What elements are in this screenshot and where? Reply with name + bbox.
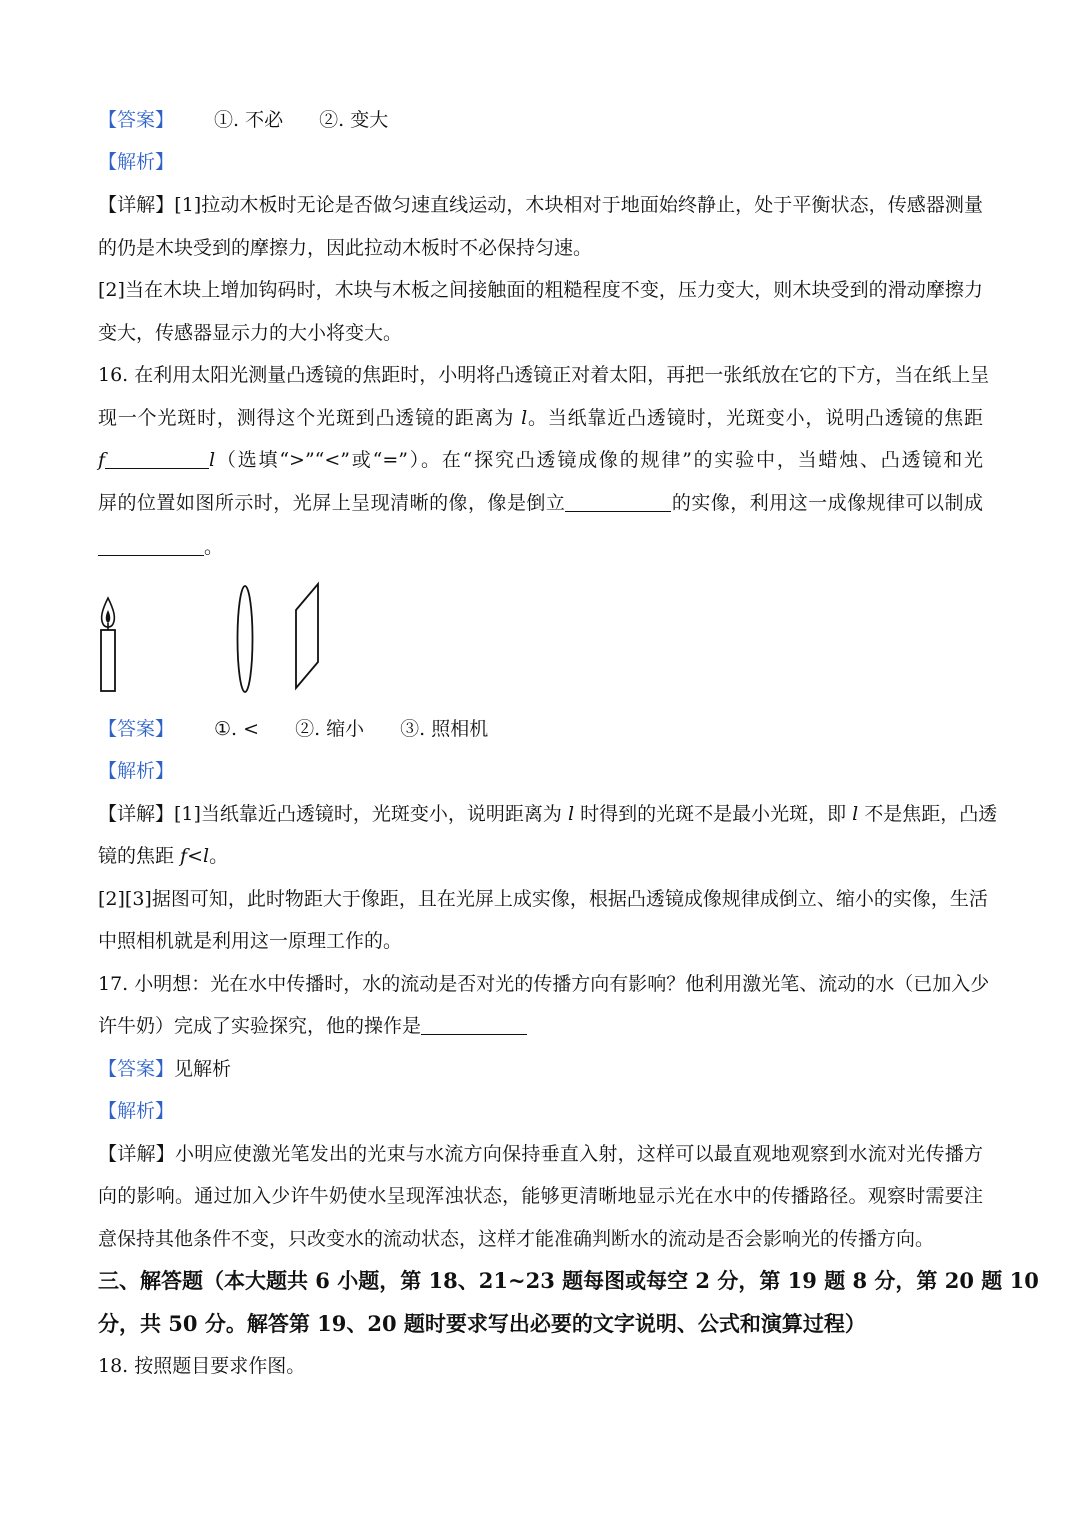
analysis-tag: 【解析】 <box>98 151 175 173</box>
answer-blank-2[interactable] <box>565 491 671 512</box>
section-3-heading-line-1: 三、解答题（本大题共 6 小题，第 18、21~23 题每图或每空 2 分，第 19 题 8 分，第 20 题 10 <box>98 1268 1039 1293</box>
optics-bench-figure <box>90 578 330 696</box>
convex-lens-icon <box>238 586 253 692</box>
answer-item-2: ②. 变大 <box>319 109 389 131</box>
q16-answer <box>98 716 983 742</box>
q17-line-2 <box>98 1013 983 1039</box>
q16-line-5 <box>98 534 983 560</box>
answer-tag: 【答案】 <box>98 109 175 131</box>
q17-line-2-text: 许牛奶）完成了实验探究，他的操作是 <box>98 1015 422 1037</box>
q16-detail-line-3: [2][3]据图可知，此时物距大于像距，且在光屏上成实像，根据凸透镜成像规律成倒立、缩小的实像，生活 <box>98 888 988 910</box>
detail-tag: 【详解】 <box>98 803 175 825</box>
answer-item-3: ③. 照相机 <box>400 718 489 740</box>
detail-text: 镜的焦距 <box>98 845 181 867</box>
detail-text-a: [1]当纸靠近凸透镜时，光斑变小，说明距离为 <box>174 803 568 825</box>
q16-line-4-text-b: 的实像，利用这一成像规律可以制成 <box>671 492 983 514</box>
q16-line-2 <box>98 405 983 431</box>
q16-line-1: 16. 在利用太阳光测量凸透镜的焦距时，小明将凸透镜正对着太阳，再把一张纸放在它的下方，当在纸上呈 <box>98 364 990 386</box>
q16-line-4 <box>98 490 983 516</box>
q16-analysis <box>98 758 983 784</box>
analysis-tag: 【解析】 <box>98 760 175 782</box>
detail-tag: 【详解】 <box>98 1143 175 1165</box>
answer-tag: 【答案】 <box>98 718 175 740</box>
q16-detail-line-4: 中照相机就是利用这一原理工作的。 <box>98 930 403 952</box>
var-f: f <box>98 449 106 471</box>
q18-line-1: 18. 按照题目要求作图。 <box>98 1355 306 1377</box>
q17-detail-line-1 <box>98 1141 983 1167</box>
q16-line-4-text-a: 屏的位置如图所示时，光屏上呈现清晰的像，像是倒立 <box>98 492 566 514</box>
q15-detail-line-3: [2]当在木块上增加钩码时，木块与木板之间接触面的粗糙程度不变，压力变大，则木块受到的滑动摩擦力 <box>98 279 983 301</box>
detail-text: 小明应使激光笔发出的光束与水流方向保持垂直入射，这样可以最直观地观察到水流对光传播方 <box>174 1143 983 1165</box>
answer-item-2: ②. 缩小 <box>295 718 365 740</box>
formula: f<l <box>180 845 210 867</box>
answer-item-1: ①. < <box>214 718 260 740</box>
q17-analysis <box>98 1098 983 1124</box>
q15-detail-line-4: 变大，传感器显示力的大小将变大。 <box>98 322 403 344</box>
detail-text: [1]拉动木板时无论是否做匀速直线运动，木块相对于地面始终静止，处于平衡状态，传感器测量 <box>174 194 983 216</box>
q17-detail-line-3: 意保持其他条件不变，只改变水的流动状态，这样才能准确判断水的流动是否会影响光的传播方向。 <box>98 1228 935 1250</box>
q17-line-1: 17. 小明想：光在水中传播时，水的流动是否对光的传播方向有影响？他利用激光笔、流动的水（已加入少 <box>98 973 990 995</box>
answer-blank-3[interactable] <box>98 535 204 556</box>
answer-text: 见解析 <box>174 1058 232 1080</box>
candle-icon <box>101 598 115 691</box>
q16-line-3 <box>98 447 983 473</box>
q16-line-2-text: 现一个光斑时，测得这个光斑到凸透镜的距离为 <box>98 407 522 429</box>
q16-line-3-text: （选填“>”“<”或“=”）。在“探究凸透镜成像的规律”的实验中，当蜡烛、凸透镜和光 <box>215 449 983 471</box>
light-screen-icon <box>296 584 318 688</box>
var-l: l <box>567 803 575 825</box>
q16-detail-line-1 <box>98 801 998 827</box>
q15-analysis <box>98 149 983 175</box>
detail-tag: 【详解】 <box>98 194 175 216</box>
q17-detail-line-2: 向的影响。通过加入少许牛奶使水呈现浑浊状态，能够更清晰地显示光在水中的传播路径。观察时需要注 <box>98 1185 983 1207</box>
q15-detail-line-1 <box>98 192 983 218</box>
answer-tag: 【答案】 <box>98 1058 175 1080</box>
section-3-heading-line-2: 分，共 50 分。解答第 19、20 题时要求写出必要的文字说明、公式和演算过程） <box>98 1311 866 1336</box>
var-l: l <box>521 407 528 429</box>
answer-item-1: ①. 不必 <box>214 109 284 131</box>
answer-blank-1[interactable] <box>105 448 209 469</box>
q16-detail-line-2 <box>98 843 983 869</box>
var-l: l <box>852 803 859 825</box>
q16-line-2-text-b: 。当纸靠近凸透镜时，光斑变小，说明凸透镜的焦距 <box>527 407 983 429</box>
q16-line-5-end: 。 <box>204 536 224 558</box>
detail-text-c: 不是焦距，凸透 <box>858 803 998 825</box>
var-l: l <box>209 449 216 471</box>
detail-end: 。 <box>209 845 229 867</box>
q15-answer <box>98 107 983 133</box>
detail-text-b: 时得到的光斑不是最小光斑，即 <box>574 803 853 825</box>
analysis-tag: 【解析】 <box>98 1100 175 1122</box>
answer-blank-4[interactable] <box>421 1014 527 1035</box>
q17-answer <box>98 1056 983 1082</box>
q15-detail-line-2: 的仍是木块受到的摩擦力，因此拉动木板时不必保持匀速。 <box>98 237 593 259</box>
